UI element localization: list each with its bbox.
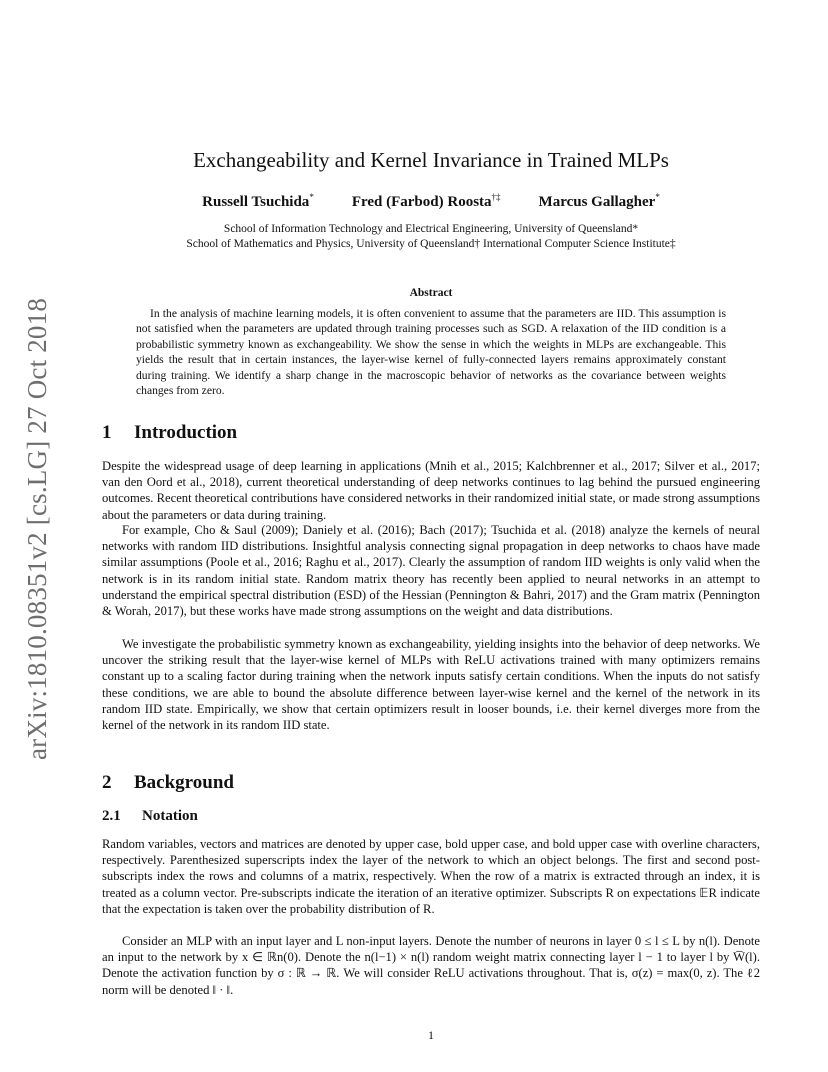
- abstract-heading: Abstract: [409, 287, 453, 299]
- affiliation-line: School of Information Technology and Electrical Engineering, University of Queensland*: [223, 223, 639, 235]
- abstract-text: In the analysis of machine learning models, it is often convenient to assume that the parameters are IID. This assumption is not satisfied when the parameters are updated through training processes such as SGD. A relaxation of the IID condition is a probabilistic symmetry known as exchangeability. We show the sense in which the weights in MLPs are exchangeable. This yields the result that in certain instances, the layer-wise kernel of fully-connected layers remains approximately constant during training. We identify a sharp change in the macroscopic behavior of networks as the covariance between weights changes from zero.: [136, 307, 726, 398]
- section-heading: 2 Background: [102, 772, 234, 793]
- arxiv-margin-stamp: arXiv:1810.08351v2 [cs.LG] 27 Oct 2018: [22, 297, 52, 760]
- author-list: [102, 192, 760, 211]
- body-paragraph: For example, Cho & Saul (2009); Daniely et al. (2016); Bach (2017); Tsuchida et al. (2018) analyze the kernels of neural networks with random IID distributions. Insightful analysis connecting signal propagation in deep networks to chaos have made similar assumptions (Poole et al., 2016; Raghu et al., 2017). Clearly the assumption of random IID weights is only valid when the network is in its random initial state. Random matrix theory has recently been applied to neural networks in an attempt to understand the empirical spectral distribution (ESD) of the Hessian (Pennington & Bahri, 2017) and the Gram matrix (Pennington & Worah, 2017), but these works have made strong assumptions on the weight and data distributions.: [102, 523, 760, 619]
- body-paragraph: We investigate the probabilistic symmetry known as exchangeability, yielding insights into the behavior of deep networks. We uncover the striking result that the layer-wise kernel of MLPs with ReLU activations trained with many optimizers remains constant up to a scaling factor during training when the network inputs satisfy certain conditions. When the inputs do not satisfy these conditions, we are able to bound the absolute difference between layer-wise kernel and the kernel of the network in its random IID state. Empirically, we show that certain optimizers result in looser bounds, i.e. their kernel diverges more from the kernel of the network in its random IID state.: [102, 637, 760, 733]
- paper-title: Exchangeability and Kernel Invariance in Trained MLPs: [193, 148, 669, 172]
- section-heading: 1 Introduction: [102, 422, 238, 443]
- page-number: 1: [428, 1028, 434, 1042]
- author: Marcus Gallagher*: [538, 192, 660, 210]
- author: Russell Tsuchida*: [202, 192, 314, 210]
- author: Fred (Farbod) Roosta†‡: [351, 192, 501, 210]
- affiliation-line: School of Mathematics and Physics, University of Queensland† International Computer Science Institute‡: [186, 238, 676, 250]
- subsection-heading: 2.1 Notation: [102, 808, 198, 824]
- body-paragraph: Consider an MLP with an input layer and L non-input layers. Denote the number of neurons in layer 0 ≤ l ≤ L by n(l). Denote an input to the network by x ∈ ℝn(0). Denote the n(l−1) × n(l) random weight matrix connecting layer l − 1 to layer l by W̅(l). Denote the activation function by σ : ℝ → ℝ. We will consider ReLU activations throughout. That is, σ(z) = max(0, z). The ℓ2 norm will be denoted ‖ · ‖.: [102, 934, 760, 997]
- body-paragraph: Despite the widespread usage of deep learning in applications (Mnih et al., 2015; Kalchbrenner et al., 2017; Silver et al., 2017; van den Oord et al., 2018), current theoretical understanding of deep networks continues to lag behind the pursued engineering outcomes. Recent theoretical contributions have considered networks in their randomized initial state, or made strong assumptions about the parameters or data during training.: [102, 459, 760, 522]
- body-paragraph: Random variables, vectors and matrices are denoted by upper case, bold upper case, and bold upper case with overline characters, respectively. Parenthesized superscripts index the layer of the network to which an object belongs. The first and second post-subscripts index the rows and columns of a matrix, respectively. When the row of a matrix is extracted through an index, it is treated as a column vector. Pre-subscripts indicate the iteration of an iterative optimizer. Subscripts R on expectations 𝔼R indicate that the expectation is taken over the probability distribution of R.: [102, 837, 760, 916]
